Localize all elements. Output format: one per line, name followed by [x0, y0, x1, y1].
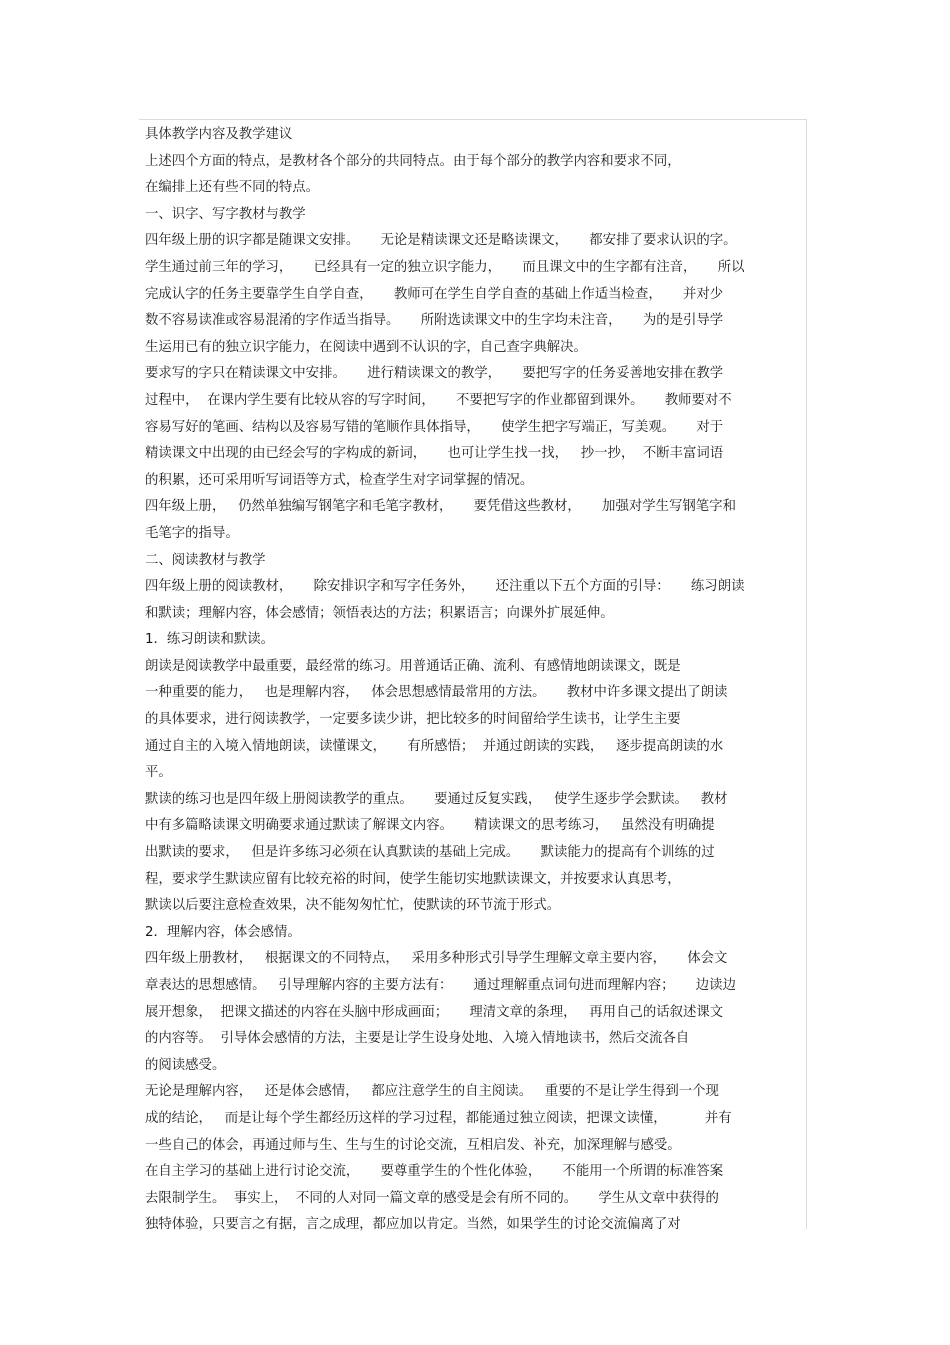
text-line: 四年级上册教材， 根据课文的不同特点， 采用多种形式引导学生理解文章主要内容， 体会文 — [145, 951, 728, 967]
text-line: 一些自己的体会，再通过师与生、生与生的讨论交流，互相启发、补充，加深理解与感受。 — [145, 1137, 681, 1153]
text-line: 容易写好的笔画、结构以及容易写错的笔顺作具体指导， 使学生把字写端正，写美观。 对于 — [145, 419, 724, 435]
text-line: 的阅读感受。 — [145, 1057, 226, 1073]
text-line: 朗读是阅读教学中最重要，最经常的练习。用普通话正确、流利、有感情地朗读课文，既是 — [145, 658, 681, 674]
subsection-heading: 1．练习朗读和默读。 — [145, 632, 275, 648]
text-line: 四年级上册， 仍然单独编写钢笔字和毛笔字教材， 要凭借这些教材， 加强对学生写钢笔字和 — [145, 499, 736, 515]
document-title: 具体教学内容及教学建议 — [145, 127, 293, 142]
document-body — [145, 122, 805, 1239]
text-line: 出默读的要求， 但是许多练习必须在认真默读的基础上完成。 默读能力的提高有个训练的过 — [145, 845, 715, 861]
text-line: 过程中， 在课内学生要有比较从容的写字时间， 不要把写字的作业都留到课外。 教师要对不 — [145, 392, 732, 408]
text-line: 默读的练习也是四年级上册阅读教学的重点。 要通过反复实践， 使学生逐步学会默读。 教材 — [145, 791, 728, 807]
text-line: 四年级上册的识字都是随课文安排。 无论是精读课文还是略读课文， 都安排了要求认识的字。 — [145, 233, 737, 249]
section-heading: 一、识字、写字教材与教学 — [145, 206, 306, 222]
text-line: 的具体要求，进行阅读教学，一定要多读少讲，把比较多的时间留给学生读书，让学生主要 — [145, 712, 681, 728]
text-line: 平。 — [145, 765, 172, 781]
text-line: 要求写的字只在精读课文中安排。 进行精读课文的教学， 要把写字的任务妥善地安排在教学 — [145, 366, 724, 382]
subsection-heading: 2．理解内容，体会感情。 — [145, 924, 301, 940]
text-line: 在编排上还有些不同的特点。 — [145, 180, 320, 196]
text-line: 的内容等。 引导体会感情的方法，主要是让学生设身处地、入境入情地读书，然后交流各自 — [145, 1031, 690, 1047]
text-line: 成的结论， 而是让每个学生都经历这样的学习过程，都能通过独立阅读，把课文读懂， 并有 — [145, 1110, 732, 1126]
section-heading: 二、阅读教材与教学 — [145, 552, 266, 568]
text-line: 和默读；理解内容，体会感情；领悟表达的方法；积累语言；向课外扩展延伸。 — [145, 605, 614, 621]
text-line: 去限制学生。 事实上， 不同的人对同一篇文章的感受是会有所不同的。 学生从文章中获得的 — [145, 1190, 719, 1206]
text-line: 章表达的思想感情。 引导理解内容的主要方法有： 通过理解重点词句进而理解内容； 边读边 — [145, 978, 736, 993]
text-line: 生运用已有的独立识字能力，在阅读中遇到不认识的字，自己查字典解决。 — [145, 339, 587, 355]
text-line: 在自主学习的基础上进行讨论交流， 要尊重学生的个性化体验， 不能用一个所谓的标准答案 — [145, 1164, 724, 1180]
text-line: 数不容易读准或容易混淆的字作适当指导。 所附选读课文中的生字均未注音， 为的是引导学 — [145, 313, 724, 329]
text-line: 程，要求学生默读应留有比较充裕的时间，使学生能切实地默读课文，并按要求认真思考， — [145, 871, 681, 887]
text-line: 通过自主的入境入情地朗读，读懂课文， 有所感悟； 并通过朗读的实践， 逐步提高朗读的水 — [145, 738, 724, 754]
text-line: 的积累，还可采用听写词语等方式，检查学生对字词掌握的情况。 — [145, 472, 534, 488]
text-line: 独特体验，只要言之有据，言之成理，都应加以肯定。当然，如果学生的讨论交流偏离了对 — [145, 1217, 681, 1233]
text-line: 中有多篇略读课文明确要求通过默读了解课文内容。 精读课文的思考练习， 虽然没有明确提 — [145, 818, 715, 834]
text-line: 展开想象， 把课文描述的内容在头脑中形成画面； 理清文章的条理， 再用自己的话叙述课文 — [145, 1004, 724, 1020]
text-line: 无论是理解内容， 还是体会感情， 都应注意学生的自主阅读。 重要的不是让学生得到一个现 — [145, 1084, 719, 1100]
text-line: 四年级上册的阅读教材， 除安排识字和写字任务外， 还注重以下五个方面的引导： 练习朗读 — [145, 579, 745, 595]
text-line: 毛笔字的指导。 — [145, 525, 239, 541]
text-line: 默读以后要注意检查效果，决不能匆匆忙忙，使默读的环节流于形式。 — [145, 898, 561, 914]
text-line: 精读课文中出现的由已经会写的字构成的新词， 也可让学生找一找， 抄一抄， 不断丰富词语 — [145, 446, 724, 462]
text-line: 一种重要的能力， 也是理解内容， 体会思想感情最常用的方法。 教材中许多课文提出了朗读 — [145, 685, 728, 701]
text-line: 完成认字的任务主要靠学生自学自查， 教师可在学生自学自查的基础上作适当检查， 并对少 — [145, 286, 724, 302]
text-line: 上述四个方面的特点，是教材各个部分的共同特点。由于每个部分的教学内容和要求不同， — [145, 153, 681, 169]
text-line: 学生通过前三年的学习， 已经具有一定的独立识字能力， 而且课文中的生字都有注音， 所以 — [145, 259, 745, 275]
